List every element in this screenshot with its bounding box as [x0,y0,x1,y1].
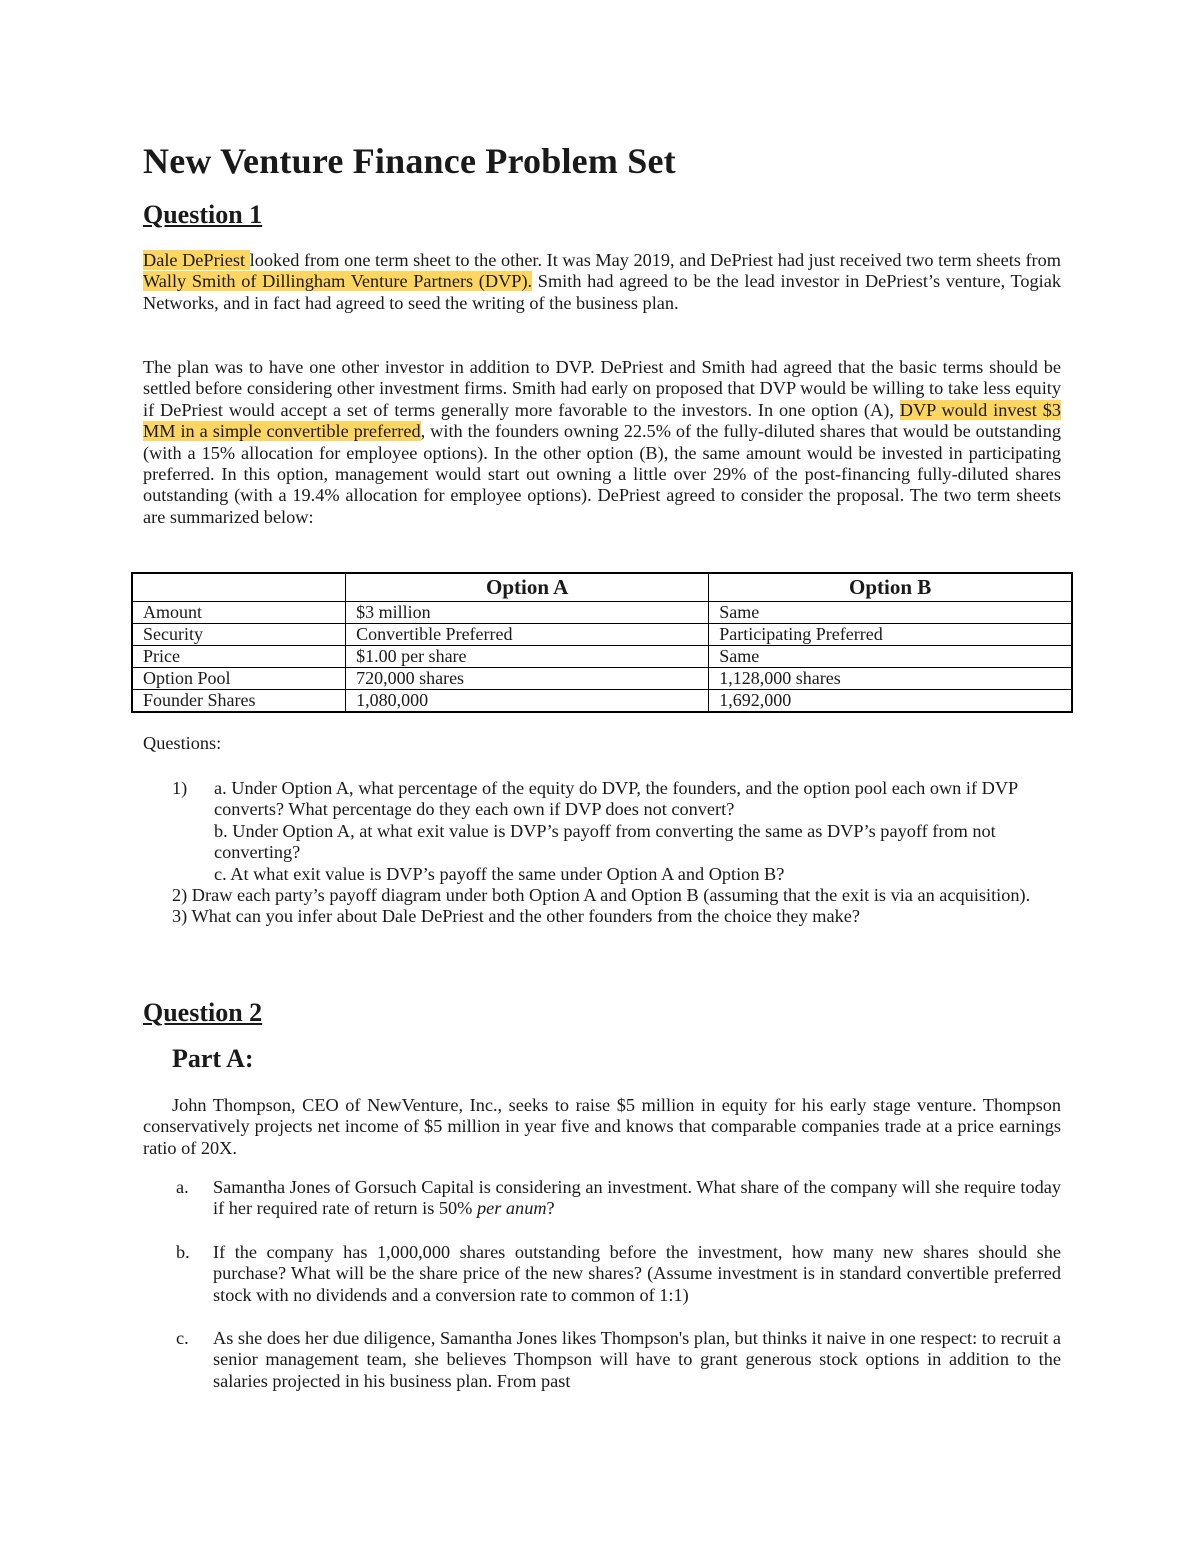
table-cell: Price [132,646,346,668]
question-1-paragraph-2 [143,357,1061,528]
table-row [132,646,1072,668]
question-1a: a. Under Option A, what percentage of the equity do DVP, the founders, and the option pool each own if DVP converts? What percentage do they each own if DVP does not convert? [214,778,1018,820]
question-1c: c. At what exit value is DVP’s payoff the same under Option A and Option B? [214,863,785,884]
item-text: If the company has 1,000,000 shares outstanding before the investment, how many new shares should she purchase? What will be the share price of the new shares? (Assume investment is in standard convertible preferred stock with no dividends and a conversion rate to common of 1:1) [213,1242,1061,1305]
table-cell: 720,000 shares [346,668,709,690]
table-cell: Option Pool [132,668,346,690]
question-3-item: 3) What can you infer about Dale DePriest and the other founders from the choice they make? [172,906,861,927]
table-row [132,668,1072,690]
highlighted-investor: Wally Smith of Dillingham Venture Partners (DVP). [143,271,533,292]
list-item [176,1177,1061,1220]
question-2-item: 2) Draw each party’s payoff diagram under both Option A and Option B (assuming that the exit is via an acquisition). [172,885,1031,906]
paragraph-text: Smith had agreed to be the lead investor in DePriest’s venture, Togiak Networks, and in fact had agreed to seed the writing of the business plan. [143,271,1061,313]
highlighted-name: Dale DePriest [143,250,250,270]
table-header-row [132,573,1072,602]
table-cell: Same [709,602,1072,624]
paragraph-text: looked from one term sheet to the other. It was May 2019, and DePriest had just received two term sheets from [249,250,1061,270]
table-row [132,602,1072,624]
page-title: New Venture Finance Problem Set [143,141,676,181]
table-row [132,624,1072,646]
table-row [132,690,1072,713]
table-cell: $3 million [346,602,709,624]
table-cell: Amount [132,602,346,624]
item-text [213,1177,1061,1220]
table-cell: Participating Preferred [709,624,1072,646]
question-1-heading: Question 1 [143,200,263,229]
list-letter: a. [176,1177,189,1197]
highlighted-option-a: DVP would invest $3 MM in a simple convertible preferred [143,399,1061,442]
table-cell: $1.00 per share [346,646,709,668]
list-item [172,778,1042,885]
questions-label: Questions: [143,733,222,753]
question-1b: b. Under Option A, at what exit value is DVP’s payoff from converting the same as DVP’s payoff from not converting? [214,820,996,863]
list-letter: b. [176,1242,190,1262]
term-sheet-table [131,572,1073,713]
table-cell: Security [132,624,346,646]
table-cell: 1,692,000 [709,690,1072,713]
item-text-italic: per anum [476,1198,547,1219]
table-cell: Convertible Preferred [346,624,709,646]
list-item [176,1242,1061,1306]
paragraph-text: The plan was to have one other investor in addition to DVP. DePriest and Smith had agreed that the basic terms should be settled before considering other investment firms. Smith had early on proposed that DVP would be willing to take less equity if DePriest would accept a set of terms generally more favorable to the investors. In one option (A), [143,357,1061,420]
item-text-main: Samantha Jones of Gorsuch Capital is considering an investment. What share of the company will she require today if her required rate of return is 50% [213,1177,1061,1219]
table-header-cell: Option A [346,573,709,602]
table-cell: 1,128,000 shares [709,668,1072,690]
table-header-cell: Option B [709,573,1072,602]
table-cell: 1,080,000 [346,690,709,713]
table-cell: Same [709,646,1072,668]
question-1-paragraph-1 [143,250,1061,314]
item-text: As she does her due diligence, Samantha Jones likes Thompson's plan, but thinks it naive in one respect: to recruit a senior management team, she believes Thompson will have to grant generous stock options in addition to the salaries projected in his business plan. From past [213,1328,1061,1391]
list-number: 1) [172,778,188,798]
paragraph-text: , with the founders owning 22.5% of the fully-diluted shares that would be outstanding (with a 15% allocation for employee options). In the other option (B), the same amount would be invested in participating preferred. In this option, management would start out owning a little over 29% of the post-financing fully-diluted shares outstanding (with a 19.4% allocation for employee options). DePriest agreed to consider the proposal. The two term sheets are summarized below: [143,421,1061,527]
part-a-heading: Part A: [172,1044,254,1073]
question-2-heading: Question 2 [143,998,263,1027]
list-letter: c. [176,1328,189,1348]
list-item [176,1328,1061,1392]
question-2-intro: John Thompson, CEO of NewVenture, Inc., seeks to raise $5 million in equity for his early stage venture. Thompson conservatively projects net income of $5 million in year five and knows that comparable companies trade at a price earnings ratio of 20X. [143,1095,1061,1158]
table-cell: Founder Shares [132,690,346,713]
question-1-list [172,778,1042,928]
table-header-cell [132,573,346,602]
item-text-tail: ? [546,1198,555,1219]
